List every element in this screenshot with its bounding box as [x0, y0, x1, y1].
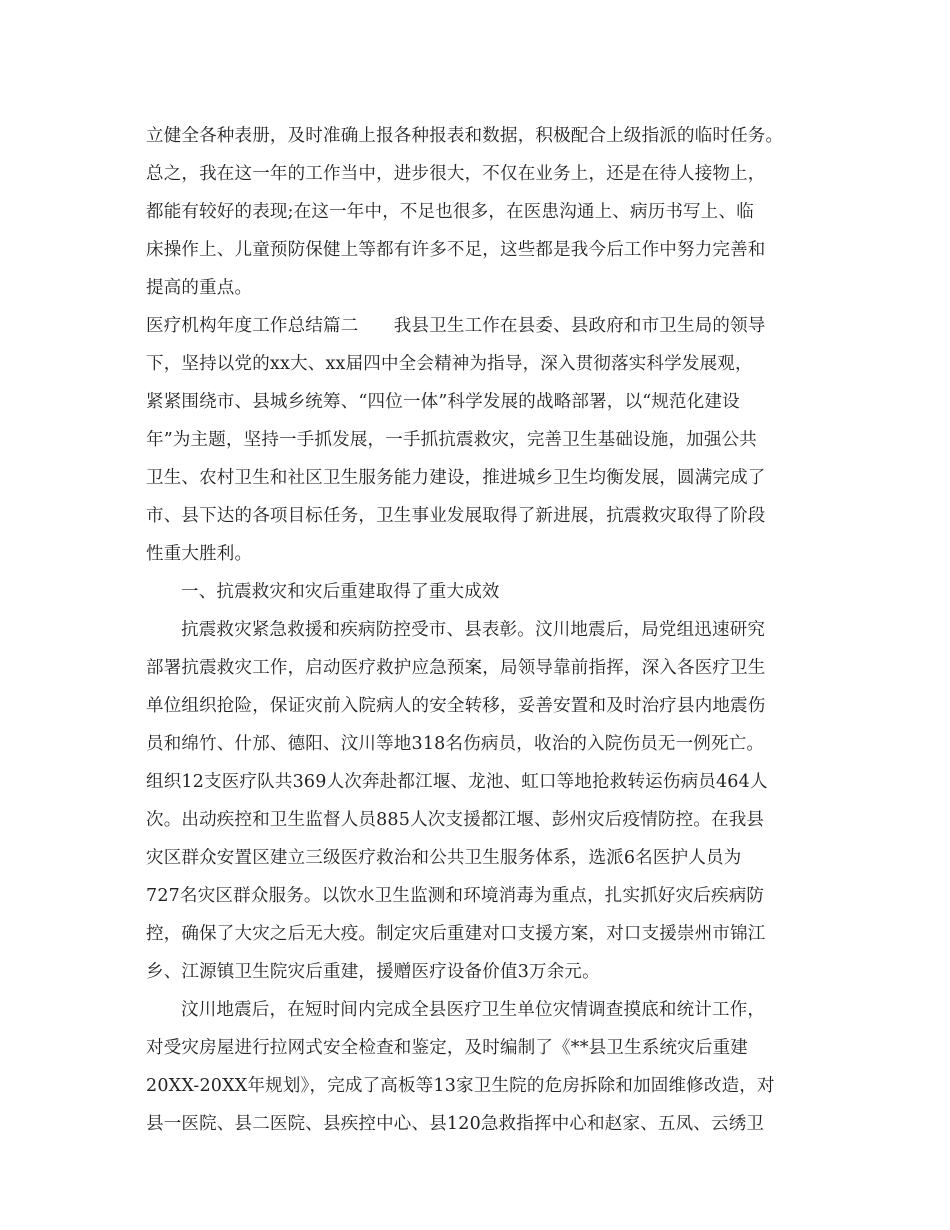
paragraph-line: 性重大胜利。 [146, 544, 253, 564]
paragraph-line: 20XX-20XX年规划》，完成了高板等13家卫生院的危房拆除和加固维修改造，对 [146, 1076, 775, 1096]
paragraph-line: 下，坚持以党的xx大、xx届四中全会精神为指导，深入贯彻落实科学发展观， [146, 354, 753, 374]
paragraph-line: 总之，我在这一年的工作当中，进步很大，不仅在业务上，还是在待人接物上， [146, 164, 766, 184]
paragraph-line: 灾区群众安置区建立三级医疗救治和公共卫生服务体系，选派6名医护人员为 [146, 848, 742, 868]
paragraph-line: 紧紧围绕市、县城乡统筹、“四位一体”科学发展的战略部署，以“规范化建设 [146, 392, 740, 412]
paragraph-line: 年”为主题，坚持一手抓发展，一手抓抗震救灾，完善卫生基础设施，加强公共 [146, 430, 757, 450]
paragraph-line: 组织12支医疗队共369人次奔赴都江堰、龙池、虹口等地抢救转运伤病员464人 [146, 772, 768, 792]
paragraph-line: 控，确保了大灾之后无大疫。制定灾后重建对口支援方案，对口支援崇州市锦江 [146, 924, 766, 944]
paragraph-line: 乡、江源镇卫生院灾后重建，援赠医疗设备价值3万余元。 [146, 962, 600, 982]
document-body [146, 117, 816, 1143]
paragraph-line: 727名灾区群众服务。以饮水卫生监测和环境消毒为重点，扎实抓好灾后疾病防 [146, 886, 765, 906]
paragraph-line: 都能有较好的表现;在这一年中，不足也很多，在医患沟通上、病历书写上、临 [146, 202, 754, 222]
paragraph-line: 单位组织抢险，保证灾前入院病人的安全转移，妥善安置和及时治疗县内地震伤 [146, 696, 766, 716]
paragraph-line: 抗震救灾紧急救援和疾病防控受市、县表彰。汶川地震后，局党组迅速研究 [181, 620, 766, 640]
subsection-heading: 一、抗震救灾和灾后重建取得了重大成效 [181, 582, 500, 602]
paragraph-line: 床操作上、儿童预防保健上等都有许多不足，这些都是我今后工作中努力完善和 [146, 240, 766, 260]
paragraph-line: 提高的重点。 [146, 278, 253, 298]
paragraph-line: 次。出动疾控和卫生监督人员885人次支援都江堰、彭州灾后疫情防控。在我县 [146, 810, 765, 830]
paragraph-line: 立健全各种表册，及时准确上报各种报表和数据，积极配合上级指派的临时任务。 [146, 126, 784, 146]
paragraph-line: 员和绵竹、什邡、德阳、汶川等地318名伤病员，收治的入院伤员无一例死亡。 [146, 734, 765, 754]
paragraph-line: 汶川地震后，在短时间内完成全县医疗卫生单位灾情调查摸底和统计工作， [181, 1000, 766, 1020]
paragraph-line: 部署抗震救灾工作，启动医疗救护应急预案，局领导靠前指挥，深入各医疗卫生 [146, 658, 766, 678]
section-title-line: 医疗机构年度工作总结篇二 我县卫生工作在县委、县政府和市卫生局的领导 [146, 316, 766, 336]
paragraph-line: 对受灾房屋进行拉网式安全检查和鉴定，及时编制了《**县卫生系统灾后重建 [146, 1038, 748, 1058]
paragraph-line: 卫生、农村卫生和社区卫生服务能力建设，推进城乡卫生均衡发展，圆满完成了 [146, 468, 766, 488]
paragraph-line: 市、县下达的各项目标任务，卫生事业发展取得了新进展，抗震救灾取得了阶段 [146, 506, 766, 526]
paragraph-line: 县一医院、县二医院、县疾控中心、县120急救指挥中心和赵家、五凤、云绣卫 [146, 1114, 765, 1134]
